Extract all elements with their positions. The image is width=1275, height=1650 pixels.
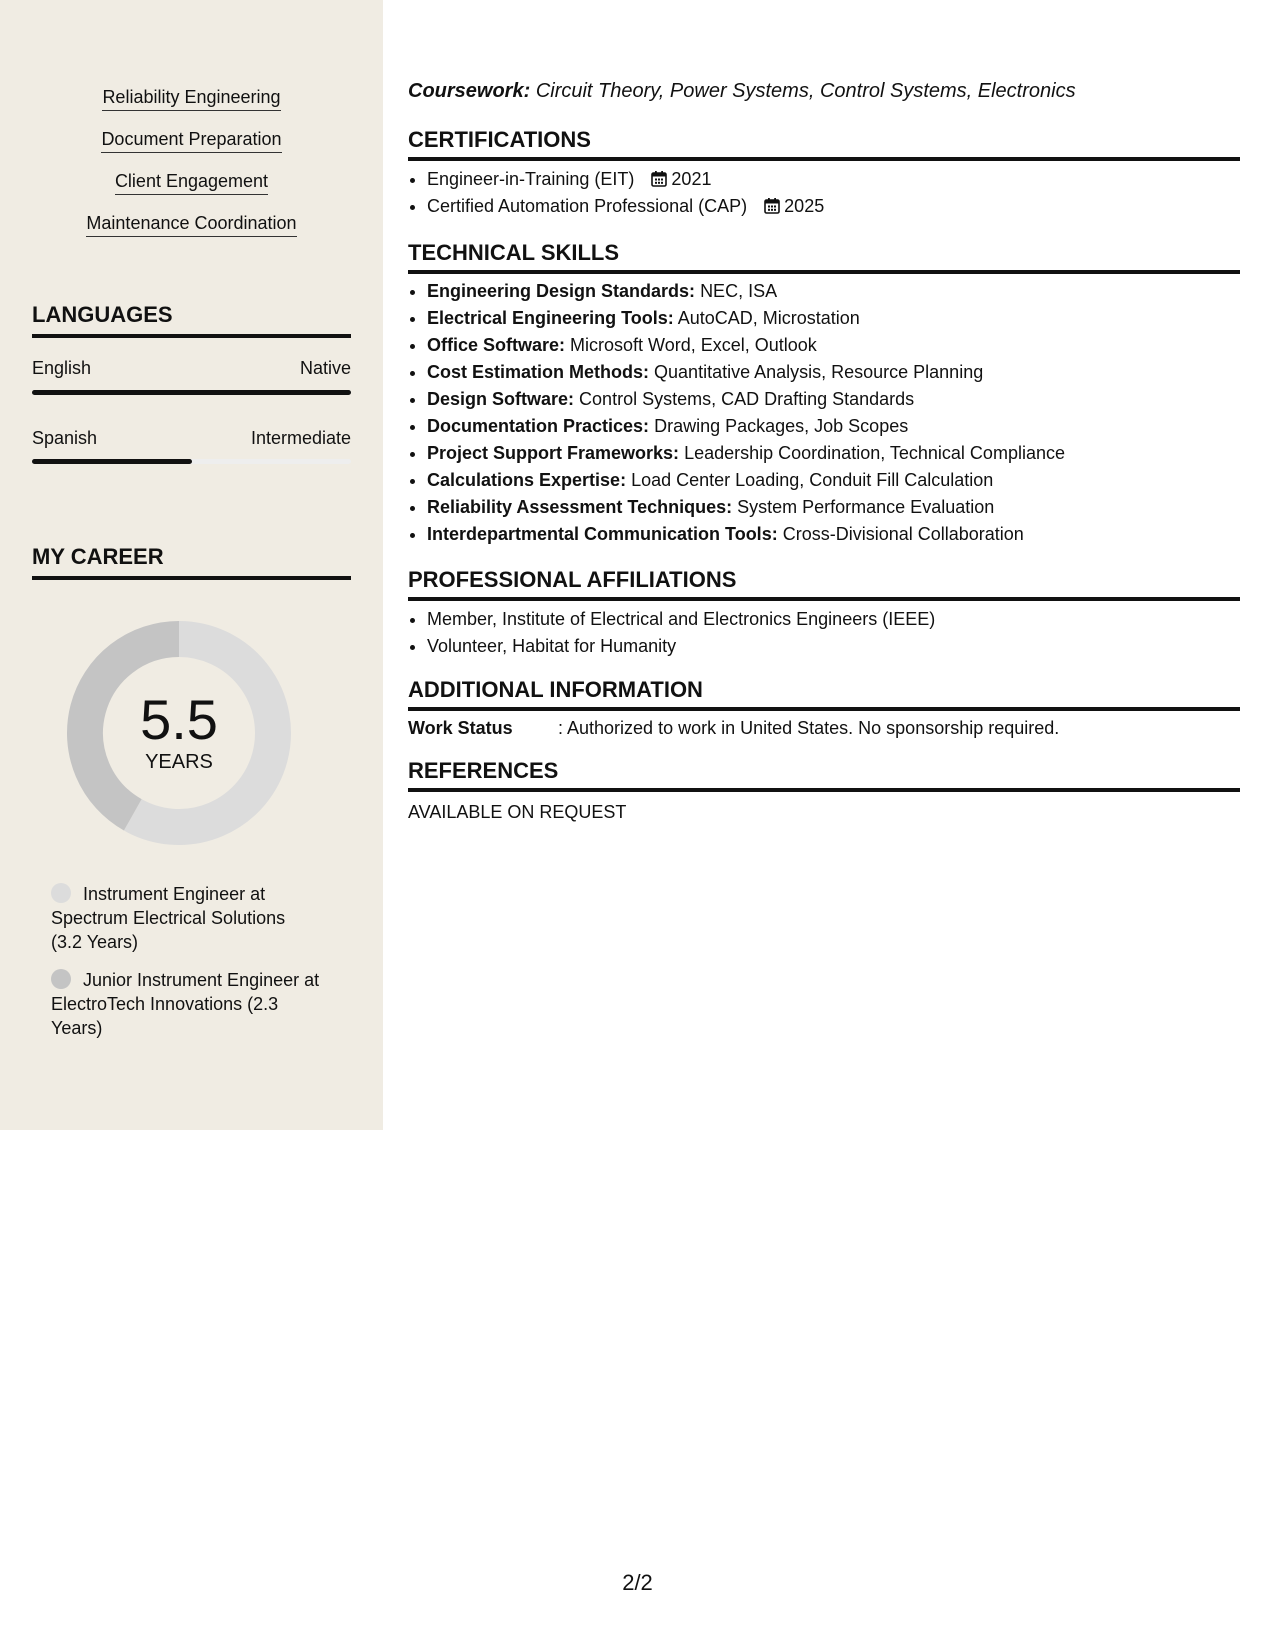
career-legend-dot-icon: [51, 969, 71, 989]
language-bar: [32, 459, 351, 464]
technical-skill-label: Reliability Assessment Techniques:: [427, 497, 733, 517]
skill-tag: Reliability Engineering: [102, 86, 280, 111]
career-heading: MY CAREER: [32, 544, 351, 580]
technical-skill-value: System Performance Evaluation: [737, 497, 995, 517]
skill-tag: Maintenance Coordination: [86, 212, 296, 237]
technical-skill-label: Design Software:: [427, 389, 575, 409]
technical-skill-item: [427, 278, 1239, 305]
skill-tag: Document Preparation: [101, 128, 281, 153]
coursework: [408, 80, 1076, 103]
calendar-icon: [651, 170, 667, 187]
technical-skill-value: Load Center Loading, Conduit Fill Calculation: [631, 470, 994, 490]
affiliation-item: • Member, Institute of Electrical and Electronics Engineers (IEEE): [427, 606, 1239, 633]
sidebar: [0, 0, 383, 1130]
references-text: AVAILABLE ON REQUEST: [408, 802, 627, 822]
references-heading: REFERENCES: [408, 758, 1240, 792]
language-row: [32, 358, 351, 379]
technical-skill-value: Control Systems, CAD Drafting Standards: [579, 389, 915, 409]
career-total: [66, 690, 292, 774]
calendar-icon: [764, 197, 780, 214]
technical-skill-label: Interdepartmental Communication Tools:: [427, 524, 778, 544]
language-level: Native: [299, 358, 351, 378]
certification-name: Engineer-in-Training (EIT): [427, 169, 635, 189]
technical-skill-value: Microsoft Word, Excel, Outlook: [570, 335, 817, 355]
technical-skill-item: [427, 521, 1239, 548]
technical-skills-heading: TECHNICAL SKILLS: [408, 240, 1240, 274]
certification-name: Certified Automation Professional (CAP): [427, 196, 748, 216]
languages-heading: LANGUAGES: [32, 302, 351, 338]
technical-skill-label: Project Support Frameworks:: [427, 443, 680, 463]
coursework-label: Coursework:: [408, 80, 531, 102]
certification-item: [427, 193, 1239, 220]
career-item-text: Junior Instrument Engineer at ElectroTech Innovations (2.3 Years): [51, 970, 320, 1038]
language-bar-fill: [32, 459, 192, 464]
coursework-text: Circuit Theory, Power Systems, Control Systems, Electronics: [535, 80, 1076, 102]
language-name: English: [32, 358, 92, 378]
technical-skill-label: Office Software:: [427, 335, 566, 355]
career-item: [51, 882, 321, 954]
career-total-unit: YEARS: [145, 751, 213, 773]
career-legend-dot-icon: [51, 883, 71, 903]
work-status-row: [408, 718, 1059, 739]
technical-skill-item: [427, 386, 1239, 413]
skill-tag: Client Engagement: [115, 170, 268, 195]
technical-skill-item: [427, 359, 1239, 386]
additional-info-heading: ADDITIONAL INFORMATION: [408, 677, 1240, 711]
technical-skill-value: Cross-Divisional Collaboration: [782, 524, 1024, 544]
certification-item: [427, 166, 1239, 193]
technical-skill-item: [427, 305, 1239, 332]
career-total-value: 5.5: [140, 688, 218, 751]
technical-skills-list: [408, 278, 1239, 548]
certifications-heading: CERTIFICATIONS: [408, 127, 1240, 161]
certifications-list: [408, 166, 1239, 220]
career-item-text: Instrument Engineer at Spectrum Electrical Solutions (3.2 Years): [51, 884, 286, 952]
technical-skill-value: NEC, ISA: [700, 281, 778, 301]
language-level: Intermediate: [250, 428, 351, 448]
page-number: 2/2: [622, 1570, 653, 1595]
affiliation-item: • Volunteer, Habitat for Humanity: [427, 633, 1239, 660]
work-status-value: : Authorized to work in United States. No sponsorship required.: [558, 718, 1060, 738]
language-bar-fill: [32, 390, 351, 395]
language-name: Spanish: [32, 428, 98, 448]
technical-skill-label: Cost Estimation Methods:: [427, 362, 650, 382]
technical-skill-item: [427, 494, 1239, 521]
technical-skill-value: Drawing Packages, Job Scopes: [654, 416, 909, 436]
technical-skill-item: [427, 467, 1239, 494]
technical-skill-item: [427, 413, 1239, 440]
affiliations-heading: PROFESSIONAL AFFILIATIONS: [408, 567, 1240, 601]
work-status-label: Work Status: [408, 718, 513, 738]
technical-skill-label: Calculations Expertise:: [427, 470, 627, 490]
technical-skill-item: [427, 332, 1239, 359]
technical-skill-label: Electrical Engineering Tools:: [427, 308, 674, 328]
affiliations-list: [408, 606, 1239, 660]
technical-skill-value: AutoCAD, Microstation: [677, 308, 860, 328]
technical-skill-value: Leadership Coordination, Technical Compliance: [684, 443, 1065, 463]
language-row: [32, 428, 351, 449]
technical-skill-label: Documentation Practices:: [427, 416, 650, 436]
soft-skills-list: [0, 86, 383, 254]
technical-skill-label: Engineering Design Standards:: [427, 281, 696, 301]
technical-skill-value: Quantitative Analysis, Resource Planning: [654, 362, 984, 382]
language-bar: [32, 390, 351, 395]
career-item: [51, 968, 321, 1040]
certification-year: 2021: [671, 169, 712, 189]
certification-year: 2025: [784, 196, 825, 216]
technical-skill-item: [427, 440, 1239, 467]
